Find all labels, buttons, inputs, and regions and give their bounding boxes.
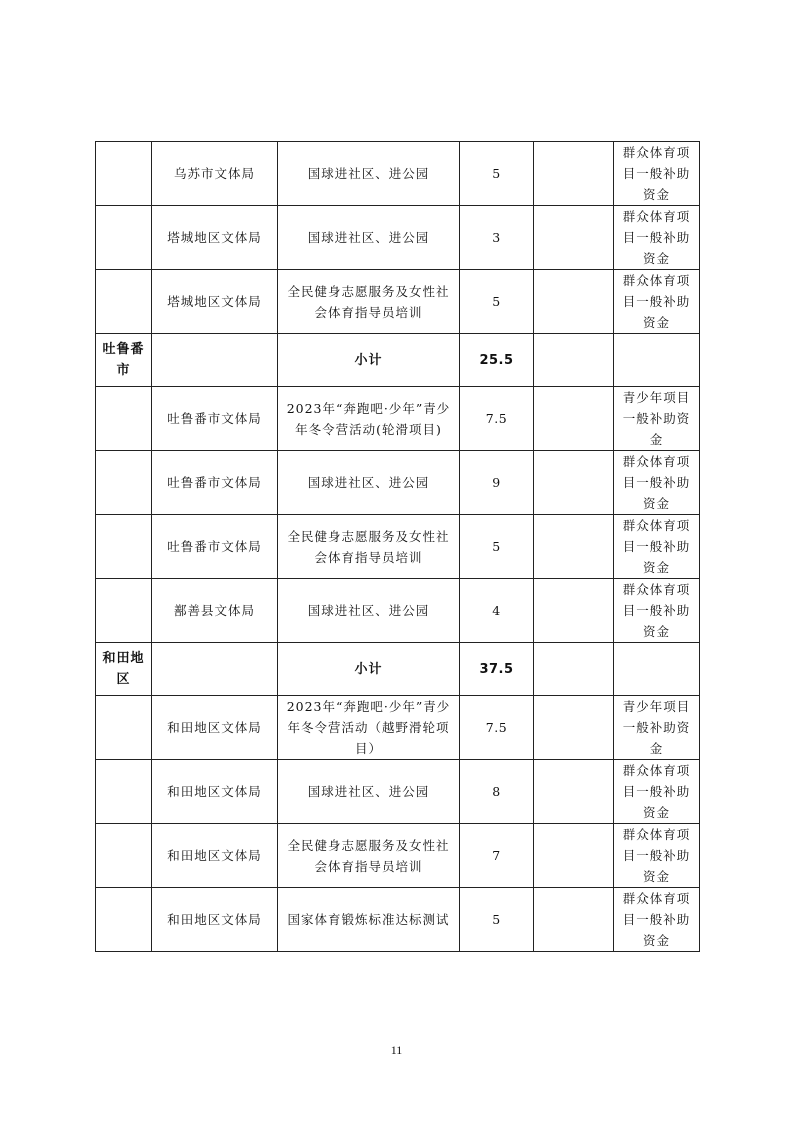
project-cell: 国球进社区、进公园 <box>278 142 460 206</box>
region-cell <box>96 142 152 206</box>
blank-cell <box>534 206 614 270</box>
project-cell: 全民健身志愿服务及女性社会体育指导员培训 <box>278 824 460 888</box>
blank-cell <box>534 643 614 696</box>
amount-cell: 8 <box>460 760 534 824</box>
table-row <box>96 760 700 824</box>
subtotal-row <box>96 334 700 387</box>
budget-table <box>95 141 700 952</box>
subtotal-value: 37.5 <box>460 643 534 696</box>
fund-cell: 群众体育项目一般补助资金 <box>614 579 700 643</box>
region-cell <box>96 206 152 270</box>
project-cell: 国球进社区、进公园 <box>278 579 460 643</box>
blank-cell <box>152 334 278 387</box>
unit-cell: 吐鲁番市文体局 <box>152 515 278 579</box>
amount-cell: 5 <box>460 270 534 334</box>
region-cell <box>96 270 152 334</box>
table-row <box>96 270 700 334</box>
region-cell <box>96 696 152 760</box>
fund-cell: 青少年项目一般补助资金 <box>614 696 700 760</box>
table-row <box>96 824 700 888</box>
page-number: 11 <box>390 1043 403 1057</box>
subtotal-label: 小计 <box>278 334 460 387</box>
region-cell <box>96 451 152 515</box>
unit-cell: 和田地区文体局 <box>152 888 278 952</box>
subtotal-label: 小计 <box>278 643 460 696</box>
fund-cell: 群众体育项目一般补助资金 <box>614 515 700 579</box>
fund-cell: 群众体育项目一般补助资金 <box>614 888 700 952</box>
project-cell: 国家体育锻炼标准达标测试 <box>278 888 460 952</box>
unit-cell: 塔城地区文体局 <box>152 270 278 334</box>
blank-cell <box>534 579 614 643</box>
blank-cell <box>534 888 614 952</box>
unit-cell: 和田地区文体局 <box>152 824 278 888</box>
table-row <box>96 451 700 515</box>
table-row <box>96 142 700 206</box>
unit-cell: 和田地区文体局 <box>152 696 278 760</box>
blank-cell <box>534 515 614 579</box>
fund-cell: 群众体育项目一般补助资金 <box>614 270 700 334</box>
unit-cell: 塔城地区文体局 <box>152 206 278 270</box>
fund-cell: 群众体育项目一般补助资金 <box>614 760 700 824</box>
project-cell: 2023年“奔跑吧·少年”青少年冬令营活动(轮滑项目) <box>278 387 460 451</box>
table-row <box>96 888 700 952</box>
region-label: 吐鲁番市 <box>96 334 152 387</box>
subtotal-value: 25.5 <box>460 334 534 387</box>
region-cell <box>96 515 152 579</box>
blank-cell <box>614 334 700 387</box>
unit-cell: 吐鲁番市文体局 <box>152 387 278 451</box>
region-label: 和田地区 <box>96 643 152 696</box>
table-row <box>96 515 700 579</box>
region-cell <box>96 579 152 643</box>
amount-cell: 9 <box>460 451 534 515</box>
blank-cell <box>534 270 614 334</box>
amount-cell: 3 <box>460 206 534 270</box>
blank-cell <box>614 643 700 696</box>
blank-cell <box>534 334 614 387</box>
unit-cell: 乌苏市文体局 <box>152 142 278 206</box>
blank-cell <box>534 760 614 824</box>
table-row <box>96 579 700 643</box>
table-row <box>96 206 700 270</box>
blank-cell <box>534 696 614 760</box>
amount-cell: 5 <box>460 142 534 206</box>
amount-cell: 7 <box>460 824 534 888</box>
fund-cell: 群众体育项目一般补助资金 <box>614 206 700 270</box>
amount-cell: 4 <box>460 579 534 643</box>
project-cell: 全民健身志愿服务及女性社会体育指导员培训 <box>278 270 460 334</box>
table-row <box>96 696 700 760</box>
region-cell <box>96 760 152 824</box>
fund-cell: 群众体育项目一般补助资金 <box>614 824 700 888</box>
region-cell <box>96 888 152 952</box>
amount-cell: 7.5 <box>460 696 534 760</box>
fund-cell: 群众体育项目一般补助资金 <box>614 142 700 206</box>
blank-cell <box>534 824 614 888</box>
amount-cell: 5 <box>460 515 534 579</box>
project-cell: 全民健身志愿服务及女性社会体育指导员培训 <box>278 515 460 579</box>
table-row <box>96 387 700 451</box>
unit-cell: 鄯善县文体局 <box>152 579 278 643</box>
project-cell: 国球进社区、进公园 <box>278 760 460 824</box>
fund-cell: 群众体育项目一般补助资金 <box>614 451 700 515</box>
blank-cell <box>534 451 614 515</box>
blank-cell <box>534 387 614 451</box>
project-cell: 国球进社区、进公园 <box>278 206 460 270</box>
fund-cell: 青少年项目一般补助资金 <box>614 387 700 451</box>
project-cell: 2023年“奔跑吧·少年”青少年冬令营活动（越野滑轮项目） <box>278 696 460 760</box>
blank-cell <box>534 142 614 206</box>
amount-cell: 7.5 <box>460 387 534 451</box>
amount-cell: 5 <box>460 888 534 952</box>
unit-cell: 和田地区文体局 <box>152 760 278 824</box>
region-cell <box>96 387 152 451</box>
blank-cell <box>152 643 278 696</box>
project-cell: 国球进社区、进公园 <box>278 451 460 515</box>
unit-cell: 吐鲁番市文体局 <box>152 451 278 515</box>
subtotal-row <box>96 643 700 696</box>
region-cell <box>96 824 152 888</box>
